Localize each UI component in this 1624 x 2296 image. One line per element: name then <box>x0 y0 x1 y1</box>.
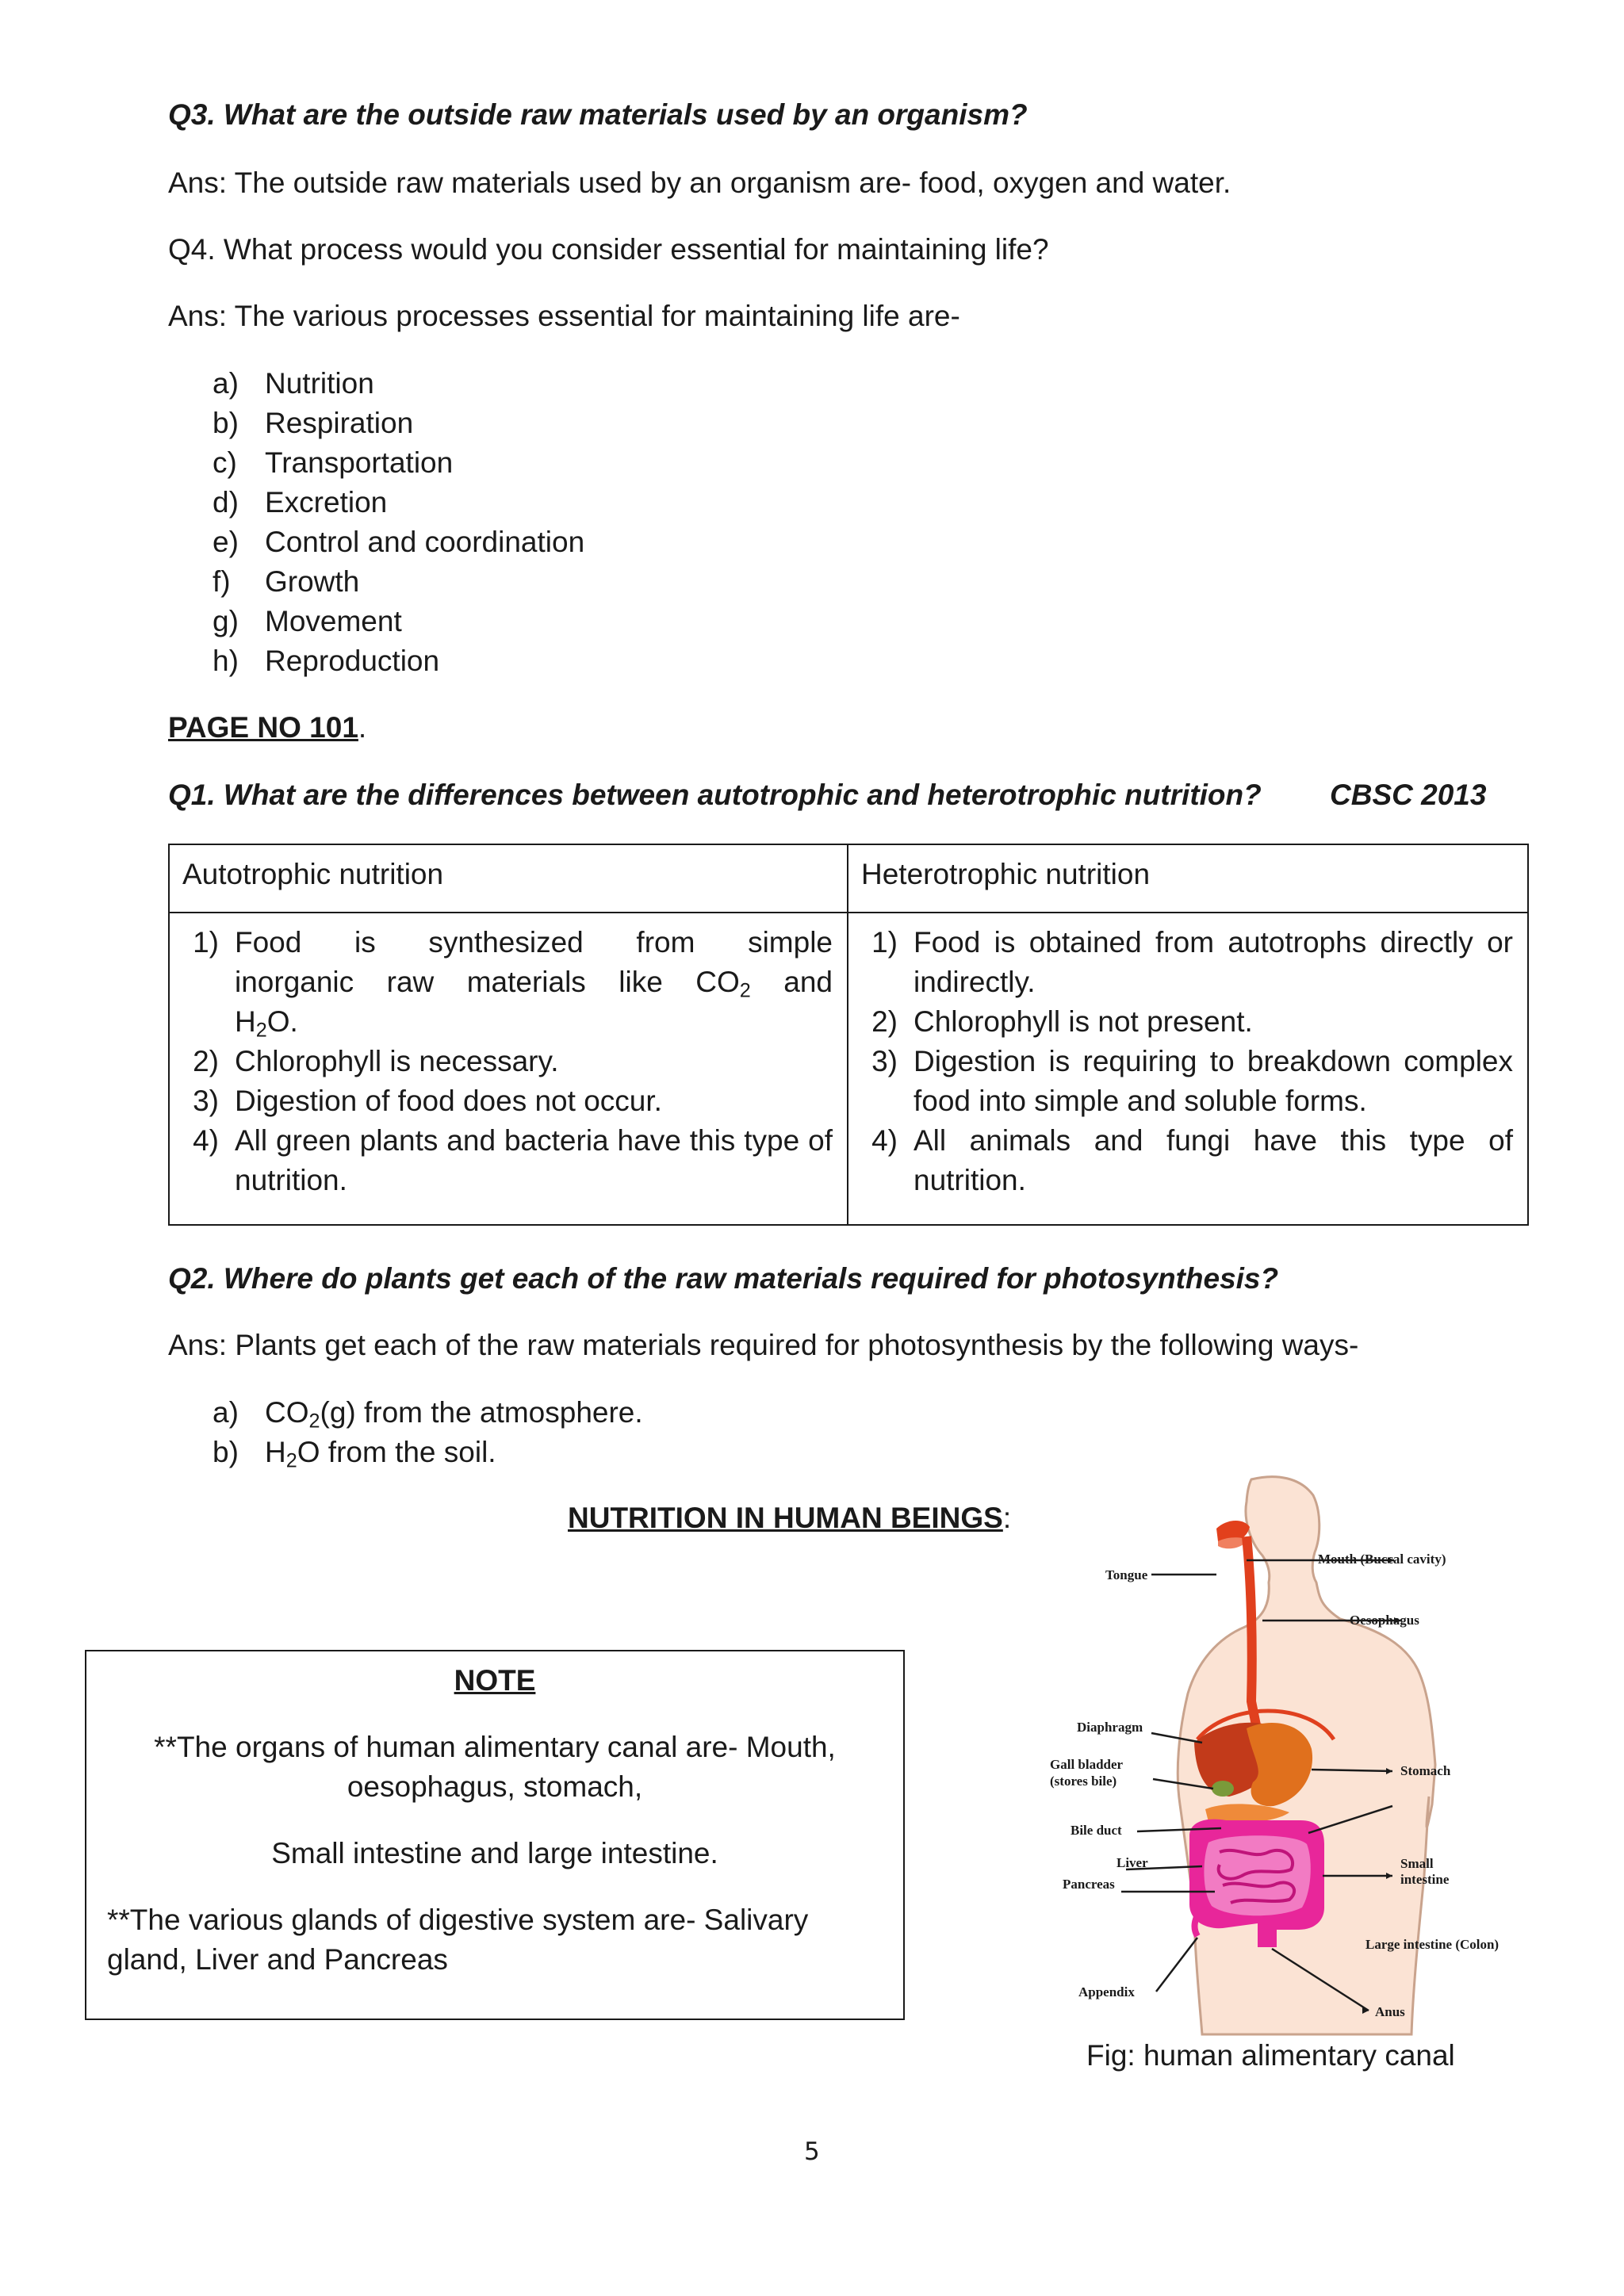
note-line: **The organs of human alimentary canal are- Mouth, <box>154 1731 836 1763</box>
note-line: Small intestine and large intestine. <box>271 1837 718 1869</box>
label-mouth: Mouth (Buccal cavity) <box>1318 1552 1446 1567</box>
q2-question: Q2. Where do plants get each of the raw materials required for photosynthesis? <box>168 1262 1279 1295</box>
label-stomach: Stomach <box>1400 1763 1451 1778</box>
label-small-intestine-2: intestine <box>1400 1872 1450 1887</box>
list-item: a) Nutrition <box>213 367 374 400</box>
label-oesophagus: Oesophagus <box>1350 1613 1419 1628</box>
oesophagus-tube <box>1247 1536 1258 1733</box>
process-list <box>213 364 584 681</box>
q4-question: Q4. What process would you consider essential for maintaining life? <box>168 233 1049 266</box>
table-cell-heterotrophic <box>848 913 1528 1225</box>
note-title: NOTE <box>454 1664 536 1697</box>
label-appendix: Appendix <box>1078 1984 1135 1999</box>
raw-material-list <box>213 1393 643 1472</box>
list-item: e) Control and coordination <box>213 526 585 558</box>
figure-caption: Fig: human alimentary canal <box>1086 2039 1455 2072</box>
list-item: f) Growth <box>213 565 360 598</box>
table-cell-autotrophic <box>169 913 848 1225</box>
table-point: 2) Chlorophyll is necessary. <box>193 1045 559 1077</box>
table-point: 2) Chlorophyll is not present. <box>871 1005 1253 1038</box>
q1-exam-tag: CBSC 2013 <box>1330 779 1487 811</box>
label-anus: Anus <box>1375 2004 1405 2019</box>
list-item: b) Respiration <box>213 407 414 439</box>
table-header-heterotrophic: Heterotrophic nutrition <box>848 844 1528 913</box>
label-tongue: Tongue <box>1105 1567 1148 1582</box>
comparison-table <box>168 844 1529 1226</box>
label-large-intestine: Large intestine (Colon) <box>1365 1937 1500 1952</box>
alimentary-canal-diagram <box>1039 1464 1530 2050</box>
label-small-intestine: Small <box>1400 1856 1434 1871</box>
list-item: d) Excretion <box>213 486 388 519</box>
table-point: 4) All animals and fungi have this type of nutrition. <box>871 1124 1513 1196</box>
list-item: b) $H_2O$ from the soil. <box>213 1436 496 1472</box>
table-point: 3) Digestion is requiring to breakdown complex food into simple and soluble forms. <box>871 1045 1513 1117</box>
table-header-autotrophic: Autotrophic nutrition <box>169 844 848 913</box>
q2-answer: Ans: Plants get each of the raw materials required for photosynthesis by the following ways- <box>168 1329 1359 1361</box>
table-point: 3) Digestion of food does not occur. <box>193 1085 662 1117</box>
label-diaphragm: Diaphragm <box>1077 1720 1143 1735</box>
label-gall-bladder: Gall bladder <box>1050 1757 1124 1772</box>
note-line: oesophagus, stomach, <box>347 1770 643 1803</box>
label-liver: Liver <box>1116 1855 1148 1870</box>
note-line: gland, Liver and Pancreas <box>107 1943 448 1976</box>
q3-question: Q3. What are the outside raw materials used by an organism? <box>168 98 1028 131</box>
q3-answer: Ans: The outside raw materials used by an organism are- food, oxygen and water. <box>168 166 1231 199</box>
table-point: 1) Food is synthesized from simple inorganic raw materials like $CO_2$ and $H_2O$. <box>193 926 833 1042</box>
list-item: g) Movement <box>213 605 402 637</box>
q4-answer: Ans: The various processes essential for maintaining life are- <box>168 300 960 332</box>
list-item: c) Transportation <box>213 446 454 479</box>
list-item: a) $CO_2(g)$ from the atmosphere. <box>213 1396 643 1433</box>
note-line: **The various glands of digestive system are- Salivary <box>107 1904 809 1936</box>
table-point: 1) Food is obtained from autotrophs directly or indirectly. <box>871 926 1513 998</box>
label-gall-bladder-note: (stores bile) <box>1050 1774 1117 1789</box>
table-point: 4) All green plants and bacteria have this type of nutrition. <box>193 1124 833 1196</box>
list-item: h) Reproduction <box>213 645 440 677</box>
label-pancreas: Pancreas <box>1063 1877 1115 1892</box>
section-heading: NUTRITION IN HUMAN BEINGS: <box>568 1502 1012 1534</box>
page-reference: PAGE NO 101. <box>168 711 367 744</box>
page-number: 5 <box>804 2137 820 2166</box>
label-bile-duct: Bile duct <box>1071 1823 1122 1838</box>
note-box <box>85 1650 905 2020</box>
q1-question: Q1. What are the differences between autotrophic and heterotrophic nutrition? <box>168 779 1262 811</box>
gall-bladder-shape <box>1212 1781 1234 1797</box>
